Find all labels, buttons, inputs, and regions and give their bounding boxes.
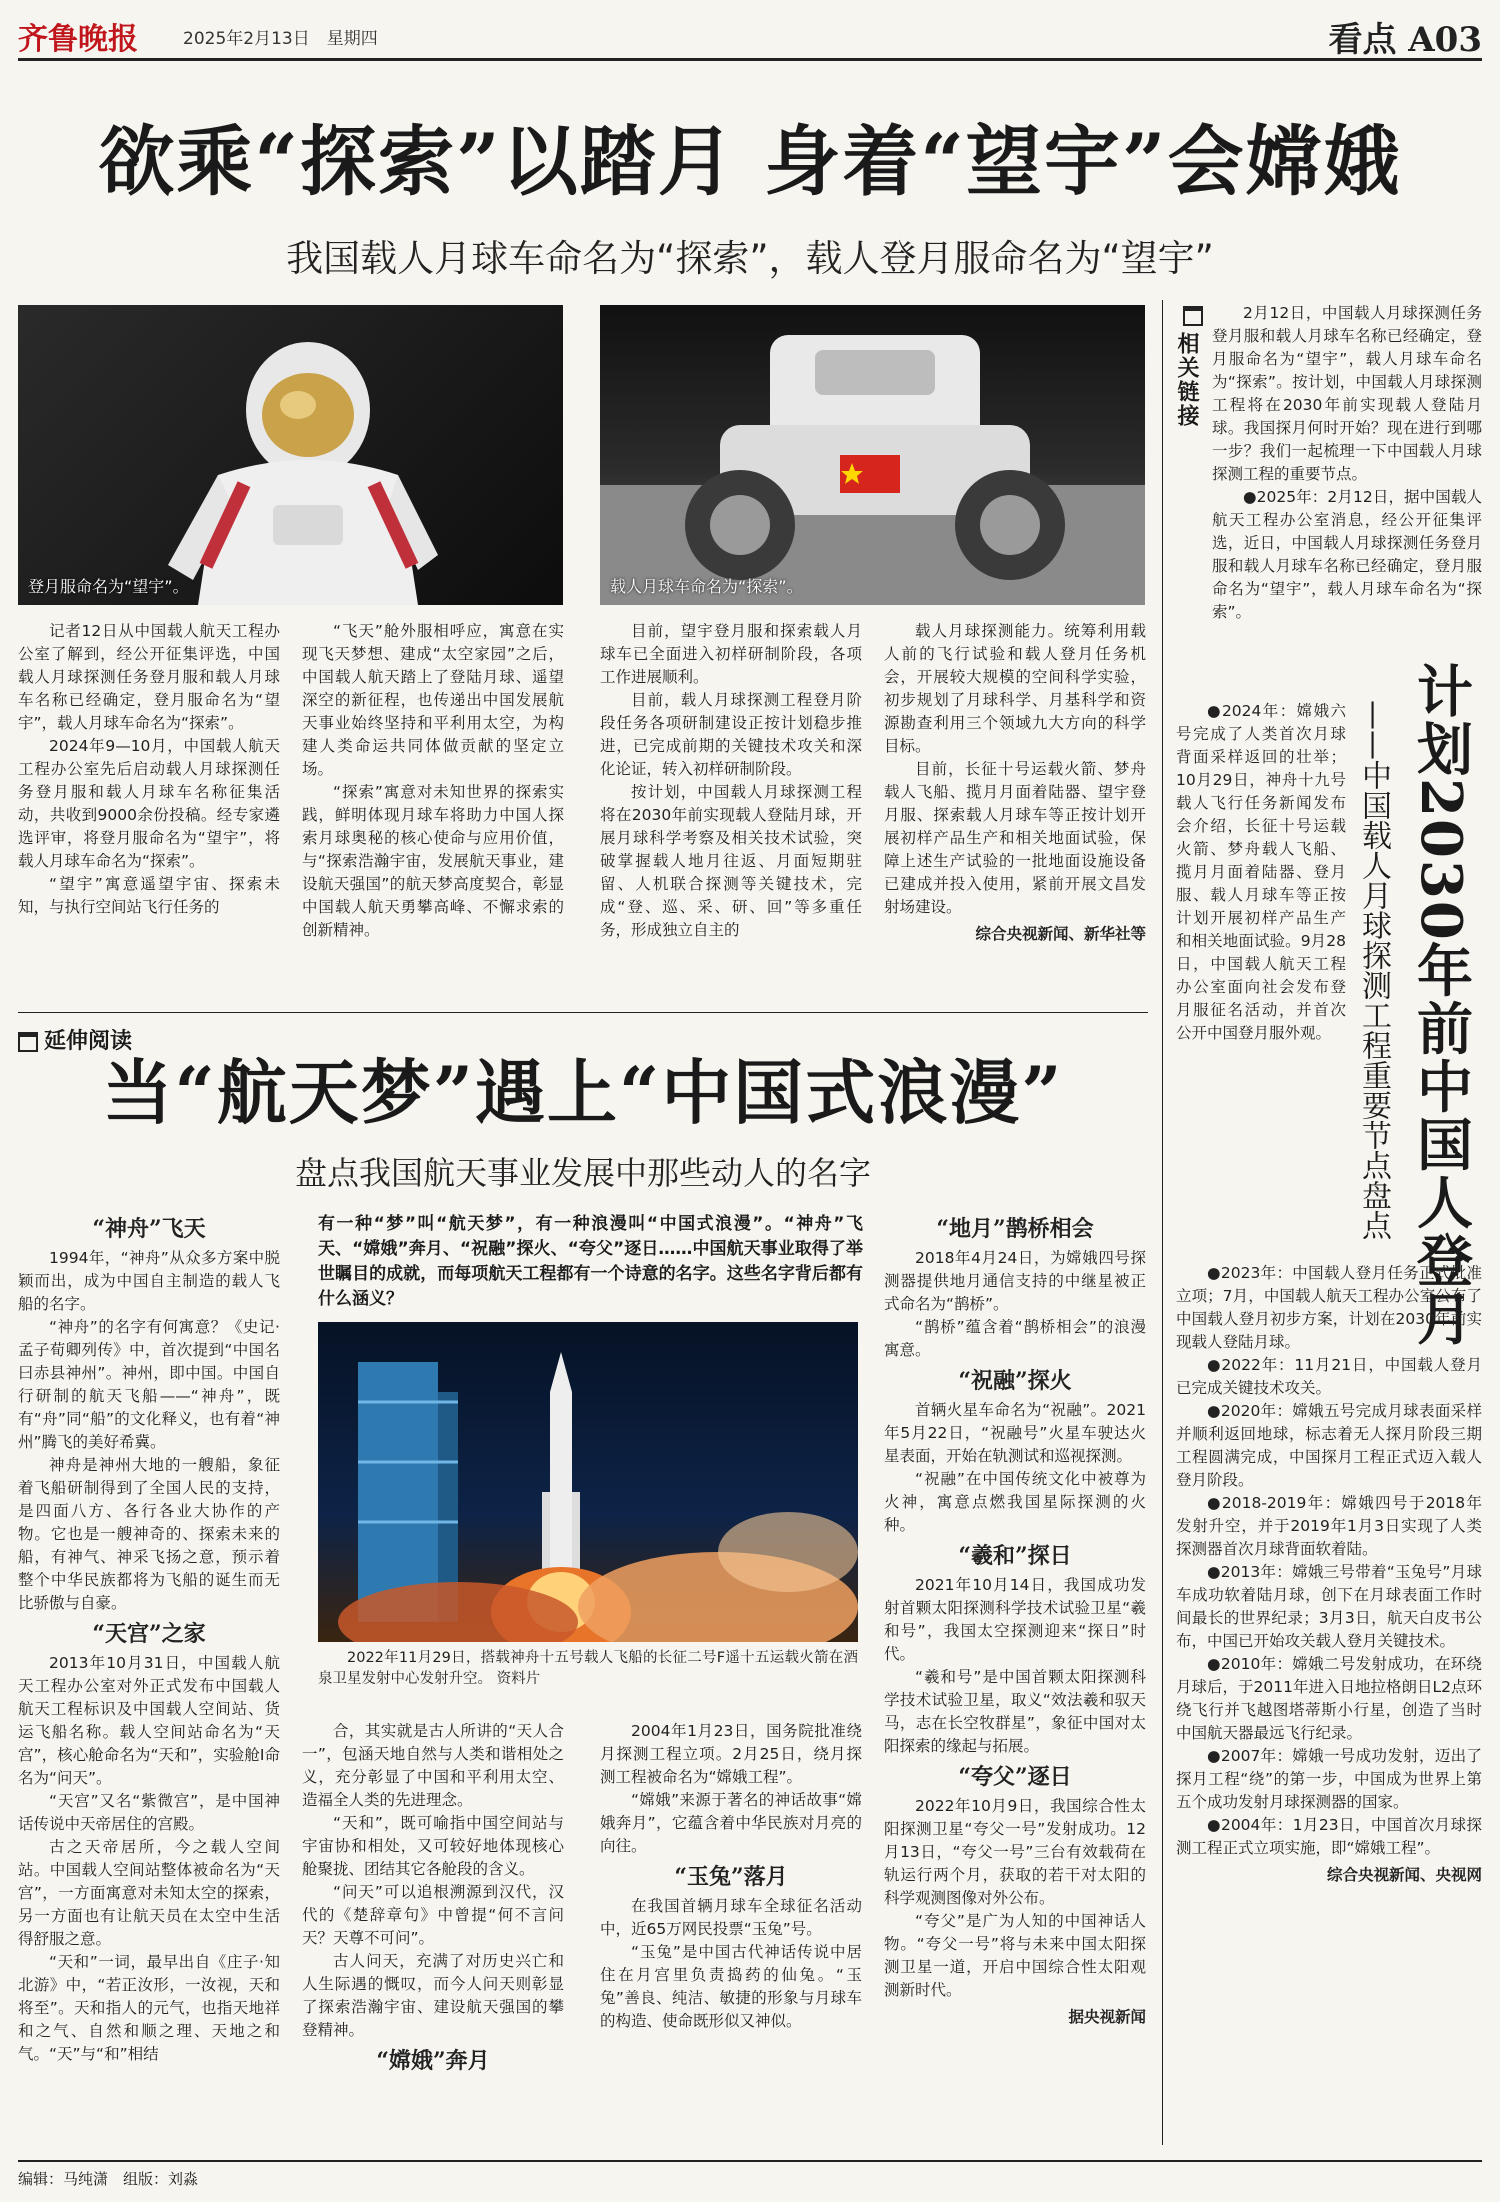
sidebar-title: 计划2030年前中国人登月: [1408, 662, 1474, 1348]
extended-reading-tag: 延伸阅读: [18, 1024, 132, 1055]
main-article-col-1: 记者12日从中国载人航天工程办公室了解到，经公开征集评选，中国载人月球探测任务登月服和载人月球车名称已经确定，登月服命名为“望宇”，载人月球车命名为“探索”。 2024年9—10月，中国载人航天工程办公室先后启动载人月球探测任务登月服和载人月球车名称征集活动，共收到9000余份投稿。经专家遴选评审，将登月服命名为“望宇”，将载人月球车命名为“探索”。 “望宇”寓意遥望宇宙、探索未知，与执行空间站飞行任务的: [18, 622, 280, 916]
extended-col-1: “神舟”飞天 1994年，“神舟”从众多方案中脱颖而出，成为中国自主制造的载人飞船的名字。 “神舟”的名字有何寓意？《史记·孟子荀卿列传》中，首次提到“中国名曰赤县神州”。神州，即中国。中国自行研制的航天飞船——“神舟”，既有“舟”同“船”的文化释义，也有着“神州”腾飞的美好希冀。 神舟是神州大地的一艘船，象征着飞船研制得到了全国人民的支持，是四面八方、各行各业大协作的产物。它也是一艘神奇的、探索未来的船，有神气、神采飞扬之意，预示着整个中华民族都将为飞船的诞生而无比骄傲与自豪。 “天宫”之家 2013年10月31日，中国载人航天工程办公室对外正式发布中国载人航天工程标识及中国载人空间站、货运飞船名称。载人空间站命名为“天宫”，核心舱命名为“天和”，实验舱Ⅰ命名为“问天”。 “天宫”又名“紫微宫”，是中国神话传说中天帝居住的宫殿。 古之天帝居所，今之载人空间站。中国载人空间站整体被命名为“天宫”，一方面寓意对未知太空的探索，另一方面也有让航天员在太空中生活得舒服之意。 “天和”一词，最早出自《庄子·知北游》中，“若正汝形，一汝视，天和将至”。天和指人的元气，也指天地祥和之气、自然和顺之理、天地之和气。“天”与“和”相结: [18, 1216, 280, 2063]
rocket-illustration: [318, 1322, 858, 1642]
rover-caption: 载人月球车命名为“探索”。: [610, 577, 803, 596]
section-heading-yutu: “玉兔”落月: [674, 1864, 788, 1890]
section-heading-shenzhou: “神舟”飞天: [92, 1216, 206, 1242]
sidebar-intro: 2月12日，中国载人月球探测任务登月服和载人月球车名称已经确定，登月服命名为“望宇”，载人月球车命名为“探索”。按计划，中国载人月球探测工程将在2030年前实现载人登陆月球。我国探月何时开始？现在进行到哪一步？我们一起梳理一下中国载人月球探测工程的重要节点。 ●2025年：2月12日，据中国载人航天工程办公室消息，经公开征集评选，近日，中国载人月球探测任务登月服和载人月球车名称已经确定，登月服命名为“望宇”，载人月球车命名为“探索”。: [1212, 304, 1482, 621]
tag-box-icon: [1183, 306, 1203, 326]
section-divider: [18, 1012, 1148, 1013]
tag-box-icon: [18, 1032, 38, 1052]
section-heading-xihe: “羲和”探日: [958, 1543, 1072, 1569]
section-heading-queqiao: “地月”鹊桥相会: [936, 1216, 1094, 1242]
main-article-credit: 综合央视新闻、新华社等: [975, 925, 1146, 943]
rover-illustration: [600, 305, 1145, 605]
section-heading-kuafu: “夸父”逐日: [958, 1764, 1072, 1790]
footer-editor-line: 编辑：马纯潇 组版：刘淼: [18, 2160, 1482, 2189]
page-label: 看点 A03: [1328, 20, 1482, 60]
sidebar-subtitle: ——中国载人月球探测工程重要节点盘点: [1356, 700, 1391, 1240]
spacesuit-illustration: [18, 305, 563, 605]
section-heading-change: “嫦娥”奔月: [376, 2048, 490, 2074]
extended-credit: 据央视新闻: [1068, 2008, 1146, 2026]
rocket-photo-caption: 2022年11月29日，搭载神舟十五号载人飞船的长征二号F遥十五运载火箭在酒泉卫星发射中心发射升空。 资料片: [318, 1650, 858, 1687]
sidebar-items: ●2023年：中国载人登月任务正式批准立项；7月，中国载人航天工程办公室公布了中国载人登月初步方案，计划在2030年前实现载人登陆月球。 ●2022年：11月21日，中国载人登月已完成关键技术攻关。 ●2020年：嫦娥五号完成月球表面采样并顺利返回地球，标志着无人探月阶段三期工程圆满完成，中国探月工程正式迈入载人登月阶段。 ●2018-2019年：嫦娥四号于2018年发射升空，并于2019年1月3日实现了人类探测器首次月球背面软着陆。 ●2013年：嫦娥三号带着“玉兔号”月球车成功软着陆月球，创下在月球表面工作时间最长的世界纪录；3月3日，航天白皮书公布，中国已开始攻关载人登月关键技术。 ●2010年：嫦娥二号发射成功，在环绕月球后，于2011年进入日地拉格朗日L2点环绕飞行并飞越图塔蒂斯小行星，创造了当时中国航天器最远飞行纪录。 ●2007年：嫦娥一号成功发射，迈出了探月工程“绕”的第一步，中国成为世界上第五个成功发射月球探测器的国家。 ●2004年：1月23日，中国首次月球探测工程正式立项实施，即“嫦娥工程”。 综合央视新闻、央视网: [1176, 1262, 1482, 1887]
extended-intro: 有一种“梦”叫“航天梦”，有一种浪漫叫“中国式浪漫”。“神舟”飞天、“嫦娥”奔月、“祝融”探火、“夸父”逐日……中国航天事业取得了举世瞩目的成就，而每项航天工程都有一个诗意的名字。这些名字背后都有什么涵义？: [318, 1214, 863, 1309]
rover-photo: [600, 305, 1145, 605]
spacesuit-caption: 登月服命名为“望宇”。: [28, 577, 189, 596]
issue-date: 2025年2月13日 星期四: [183, 29, 378, 49]
main-headline: 欲乘“探索”以踏月 身着“望宇”会嫦娥: [98, 117, 1402, 206]
main-subheadline: 我国载人月球车命名为“探索”，载人登月服命名为“望宇”: [286, 237, 1214, 280]
sidebar-items-narrow: ●2024年：嫦娥六号完成了人类首次月球背面采样返回的壮举；10月29日，神舟十九号载人飞行任务新闻发布会介绍，长征十号运载火箭、梦舟载人飞船、揽月月面着陆器、登月服、载人月球车等正按计划开展初样产品生产和相关地面试验。9月28日，中国载人航天工程办公室面向社会发布登月服征名活动，并首次公开中国登月服外观。: [1176, 702, 1346, 1042]
extended-col-4: “地月”鹊桥相会 2018年4月24日，为嫦娥四号探测器提供地月通信支持的中继星被正式命名为“鹊桥”。 “鹊桥”蕴含着“鹊桥相会”的浪漫寓意。 “祝融”探火 首辆火星车命名为“祝融”。2021年5月22日，“祝融号”火星车驶达火星表面，开始在轨测试和巡视探测。 “祝融”在中国传统文化中被尊为火神，寓意点燃我国星际探测的火种。 “羲和”探日 2021年10月14日，我国成功发射首颗太阳探测科学技术试验卫星“羲和号”，我国太空探测迎来“探日”时代。 “羲和号”是中国首颗太阳探测科学技术试验卫星，取义“效法羲和驭天马，志在长空牧群星”，象征中国对太阳探索的缘起与拓展。 “夸父”逐日 2022年10月9日，我国综合性太阳探测卫星“夸父一号”发射成功。12月13日，“夸父一号”三台有效载荷在轨运行两个月，获取的若干对太阳的科学观测图像对外公布。 “夸父”是广为人知的中国神话人物。“夸父一号”将与未来中国太阳探测卫星一道，开启中国综合性太阳观测新时代。 据央视新闻: [884, 1210, 1146, 2029]
masthead: [18, 10, 1482, 61]
extended-subheadline: 盘点我国航天事业发展中那些动人的名字: [294, 1154, 871, 1192]
sidebar-divider: [1162, 300, 1163, 2145]
main-article-col-3: 目前，望宇登月服和探索载人月球车已全面进入初样研制阶段，各项工作进展顺利。 目前，载人月球探测工程登月阶段任务各项研制建设正按计划稳步推进，已完成前期的关键技术攻关和深化论证，转入初样研制阶段。 按计划，中国载人月球探测工程将在2030年前实现载人登陆月球，开展月球科学考察及相关技术试验，突破掌握载人地月往返、月面短期驻留、人机联合探测等关键技术，完成“登、巡、采、研、回”等多重任务，形成独立自主的: [600, 622, 862, 939]
spacesuit-photo: [18, 305, 563, 605]
section-heading-zhurong: “祝融”探火: [958, 1368, 1072, 1394]
extended-col-3: 2004年1月23日，国务院批准绕月探测工程立项。2月25日，绕月探测工程被命名为“嫦娥工程”。 “嫦娥”来源于著名的神话故事“嫦娥奔月”，它蕴含着中华民族对月亮的向往。 “玉兔”落月 在我国首辆月球车全球征名活动中，近65万网民投票“玉兔”号。 “玉兔”是中国古代神话传说中居住在月宫里负责捣药的仙兔。“玉兔”善良、纯洁、敏捷的形象与月球车的构造、使命既形似又神似。: [600, 1722, 862, 2030]
sidebar-tag: 相关链接: [1172, 306, 1203, 428]
main-article-col-4: 载人月球探测能力。统筹利用载人前的飞行试验和载人登月任务机会，开展较大规模的空间科学实验，初步规划了月球科学、月基科学和资源勘查利用三个领域九大方向的科学目标。 目前，长征十号运载火箭、梦舟载人飞船、揽月月面着陆器、望宇登月服、探索载人月球车等正按计划开展初样产品生产和相关地面试验，保障上述生产试验的一批地面设施设备已建成并投入使用，紧前开展文昌发射场建设。 综合央视新闻、新华社等: [884, 620, 1146, 946]
extended-col-2: 合，其实就是古人所讲的“天人合一”，包涵天地自然与人类和谐相处之义，充分彰显了中国和平利用太空、造福全人类的先进理念。 “天和”，既可喻指中国空间站与宇宙协和相处，又可较好地体现核心舱聚拢、团结其它各舱段的含义。 “问天”可以追根溯源到汉代，汉代的《楚辞章句》中曾提“何不言问天？天尊不可问”。 古人问天，充满了对历史兴亡和人生际遇的慨叹，而今人问天则彰显了探索浩瀚宇宙、建设航天强国的攀登精神。 “嫦娥”奔月: [302, 1722, 564, 2074]
rocket-launch-photo: [318, 1322, 858, 1642]
section-heading-tiangong: “天宫”之家: [92, 1621, 206, 1647]
main-article-col-2: “飞天”舱外服相呼应，寓意在实现飞天梦想、建成“太空家园”之后，中国载人航天踏上了登陆月球、遥望深空的新征程，也传递出中国发展航天事业始终坚持和平利用太空，为构建人类命运共同体做贡献的坚定立场。 “探索”寓意对未知世界的探索实践，鲜明体现月球车将助力中国人探索月球奥秘的核心使命与应用价值，与“探索浩瀚宇宙，发展航天事业，建设航天强国”的航天梦高度契合，彰显中国载人航天勇攀高峰、不懈求索的创新精神。: [302, 622, 564, 939]
newspaper-logo: 齐鲁晚报: [18, 22, 138, 57]
extended-headline: 当“航天梦”遇上“中国式浪漫”: [102, 1051, 1064, 1134]
sidebar-credit: 综合央视新闻、央视网: [1326, 1866, 1482, 1884]
